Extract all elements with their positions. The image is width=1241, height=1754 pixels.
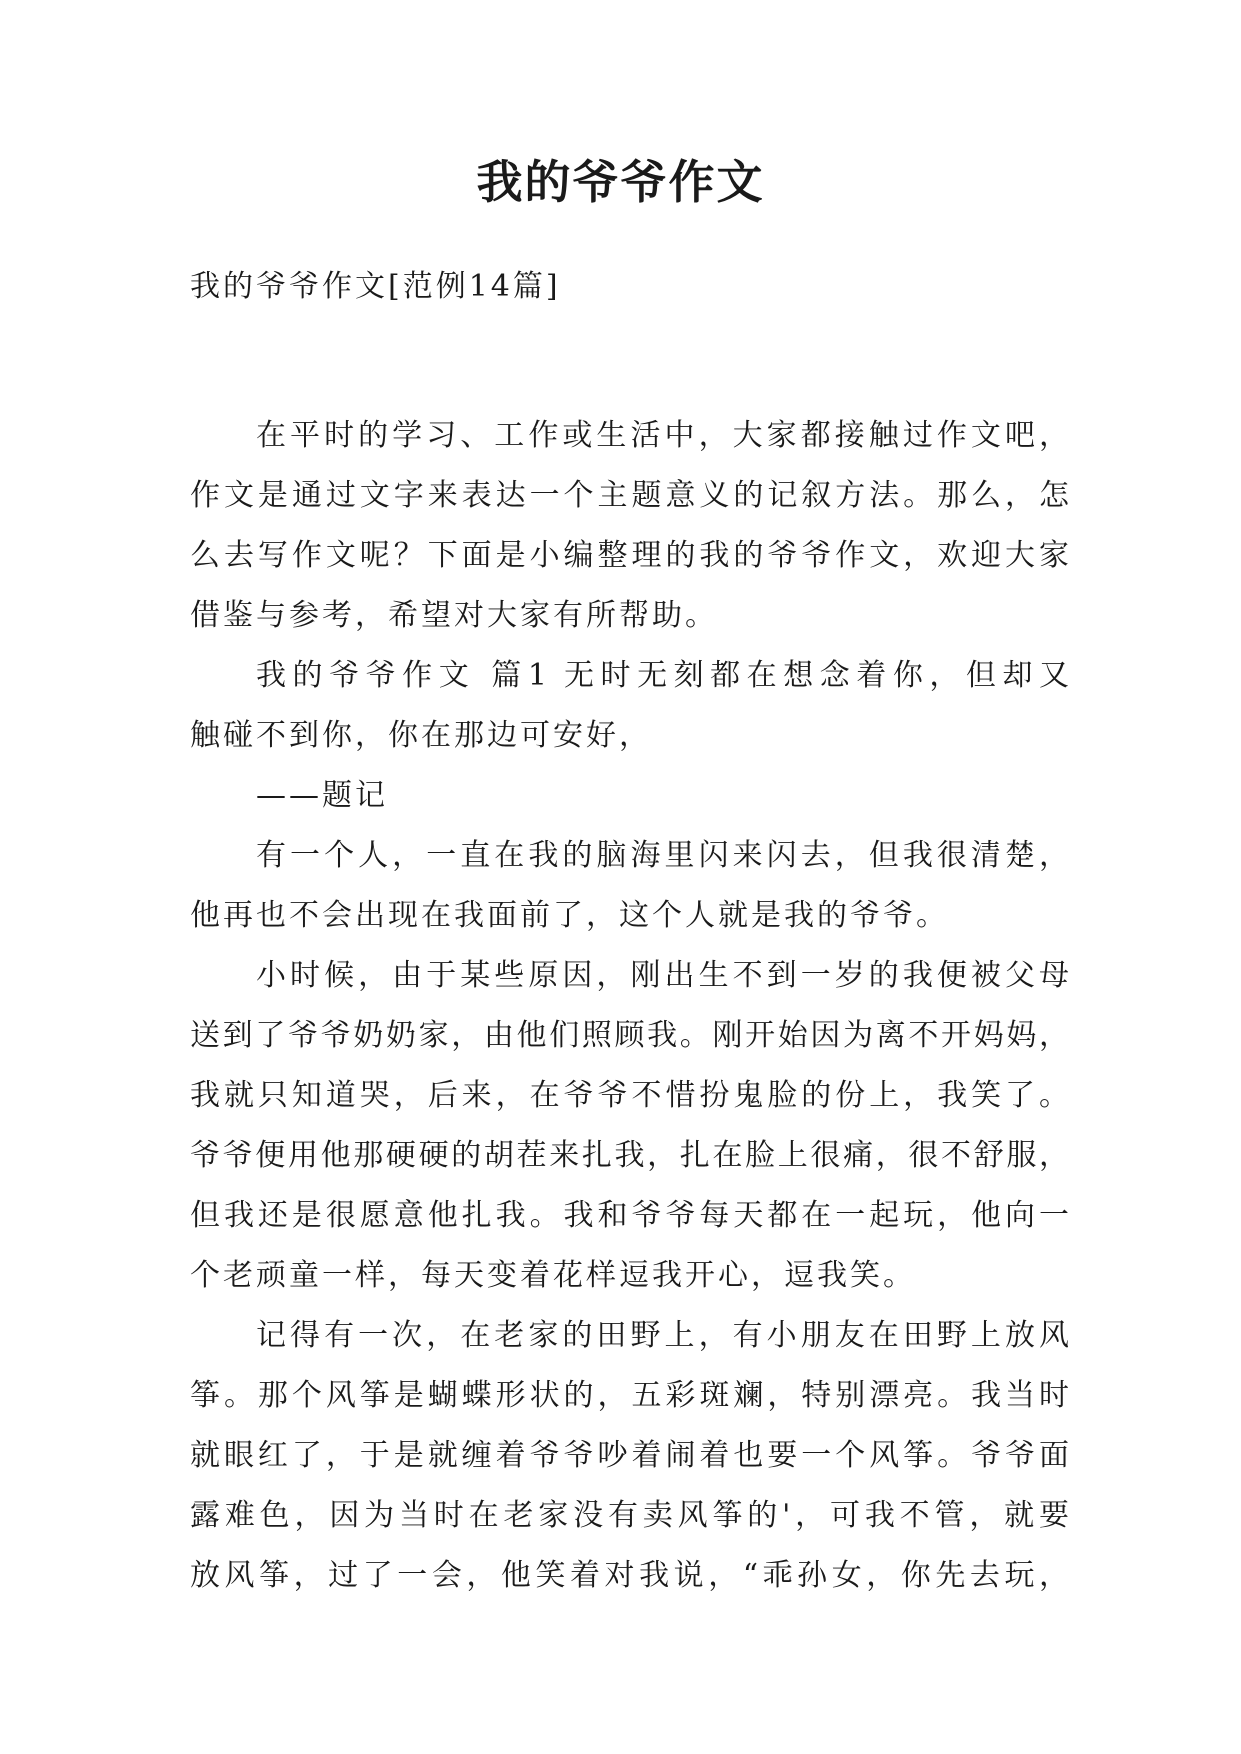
body-line: ——题记 bbox=[256, 778, 388, 813]
body-line: 爷爷便用他那硬硬的胡茬来扎我，扎在脸上很痛，很不舒服， bbox=[190, 1138, 1070, 1173]
body-line: 借鉴与参考，希望对大家有所帮助。 bbox=[190, 598, 718, 633]
body-line: 触碰不到你，你在那边可安好， bbox=[190, 718, 652, 753]
body-line: 我的爷爷作文 篇1 无时无刻都在想念着你，但却又 bbox=[256, 658, 1070, 693]
body-line: 有一个人，一直在我的脑海里闪来闪去，但我很清楚， bbox=[256, 838, 1070, 873]
body-line: 在平时的学习、工作或生活中，大家都接触过作文吧， bbox=[256, 418, 1070, 453]
body-line: 但我还是很愿意他扎我。我和爷爷每天都在一起玩，他向一 bbox=[190, 1198, 1070, 1233]
body-line: 就眼红了，于是就缠着爷爷吵着闹着也要一个风筝。爷爷面 bbox=[190, 1438, 1070, 1473]
body-line: 小时候，由于某些原因，刚出生不到一岁的我便被父母 bbox=[256, 958, 1070, 993]
document-body bbox=[190, 406, 1070, 1606]
body-line: 个老顽童一样，每天变着花样逗我开心，逗我笑。 bbox=[190, 1258, 916, 1293]
document-title: 我的爷爷作文 bbox=[476, 155, 765, 209]
body-line: 他再也不会出现在我面前了，这个人就是我的爷爷。 bbox=[190, 898, 949, 933]
body-line: 筝。那个风筝是蝴蝶形状的，五彩斑斓，特别漂亮。我当时 bbox=[190, 1378, 1070, 1413]
body-line: 露难色，因为当时在老家没有卖风筝的'，可我不管，就要 bbox=[190, 1498, 1070, 1533]
document-subtitle: 我的爷爷作文[范例14篇] bbox=[190, 269, 561, 304]
body-line: 我就只知道哭，后来，在爷爷不惜扮鬼脸的份上，我笑了。 bbox=[190, 1078, 1070, 1113]
body-line: 放风筝，过了一会，他笑着对我说，“乖孙女，你先去玩， bbox=[190, 1558, 1070, 1593]
body-line: 么去写作文呢？下面是小编整理的我的爷爷作文，欢迎大家 bbox=[190, 538, 1070, 573]
body-line: 作文是通过文字来表达一个主题意义的记叙方法。那么，怎 bbox=[190, 478, 1070, 513]
body-line: 送到了爷爷奶奶家，由他们照顾我。刚开始因为离不开妈妈， bbox=[190, 1018, 1070, 1053]
body-line: 记得有一次，在老家的田野上，有小朋友在田野上放风 bbox=[256, 1318, 1070, 1353]
